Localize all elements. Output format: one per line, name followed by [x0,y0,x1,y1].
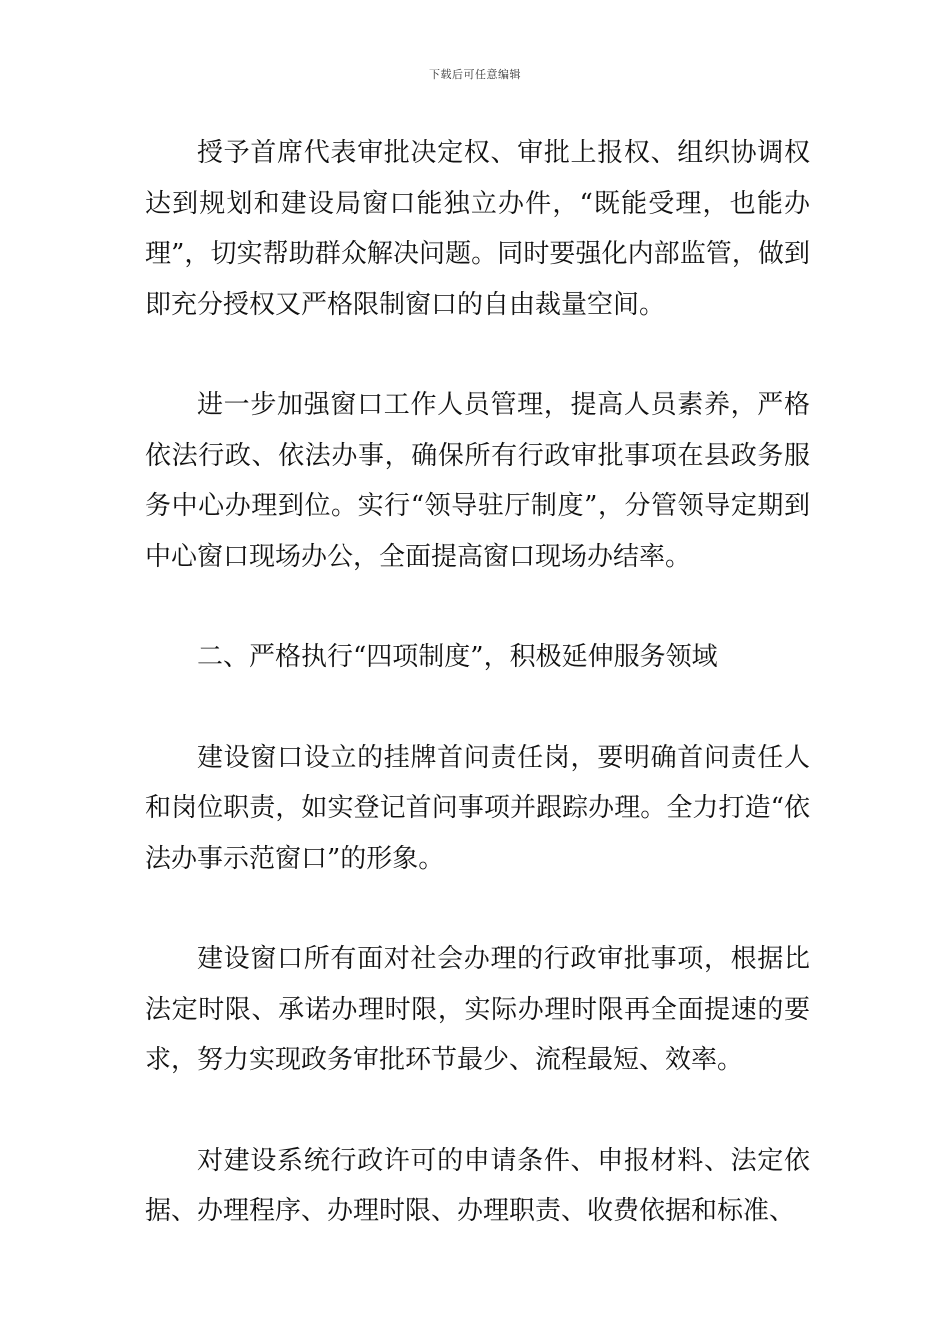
paragraph-gap [145,330,810,380]
paragraph-1: 授予首席代表审批决定权、审批上报权、组织协调权达到规划和建设局窗口能独立办件，“既能受理，也能办理”，切实帮助群众解决问题。同时要强化内部监管，做到即充分授权又严格限制窗口的自由裁量空间。 [145,138,810,320]
section-heading: 二、严格执行“四项制度”，积极延伸服务领域 [197,642,718,672]
paragraph-gap [145,683,810,733]
paragraph-4: 建设窗口所有面对社会办理的行政审批事项，根据比法定时限、承诺办理时限，实际办理时限再全面提速的要求，努力实现政务审批环节最少、流程最短、效率。 [145,944,810,1075]
paragraph-3: 建设窗口设立的挂牌首问责任岗，要明确首问责任人和岗位职责，如实登记首问事项并跟踪办理。全力打造“依法办事示范窗口”的形象。 [145,742,810,874]
document-body [145,128,810,1237]
paragraph-gap [145,1086,810,1136]
paragraph-2: 进一步加强窗口工作人员管理，提高人员素养，严格依法行政、依法办事，确保所有行政审批事项在县政务服务中心办理到位。实行“领导驻厅制度”，分管领导定期到中心窗口现场办公，全面提高窗口现场办结率。 [145,390,810,572]
page-header: 下载后可任意编辑 [429,68,521,81]
paragraph-5: 对建设系统行政许可的申请条件、申报材料、法定依据、办理程序、办理时限、办理职责、收费依据和标准、 [145,1145,810,1226]
paragraph-gap [145,582,810,632]
paragraph-gap [145,884,810,934]
